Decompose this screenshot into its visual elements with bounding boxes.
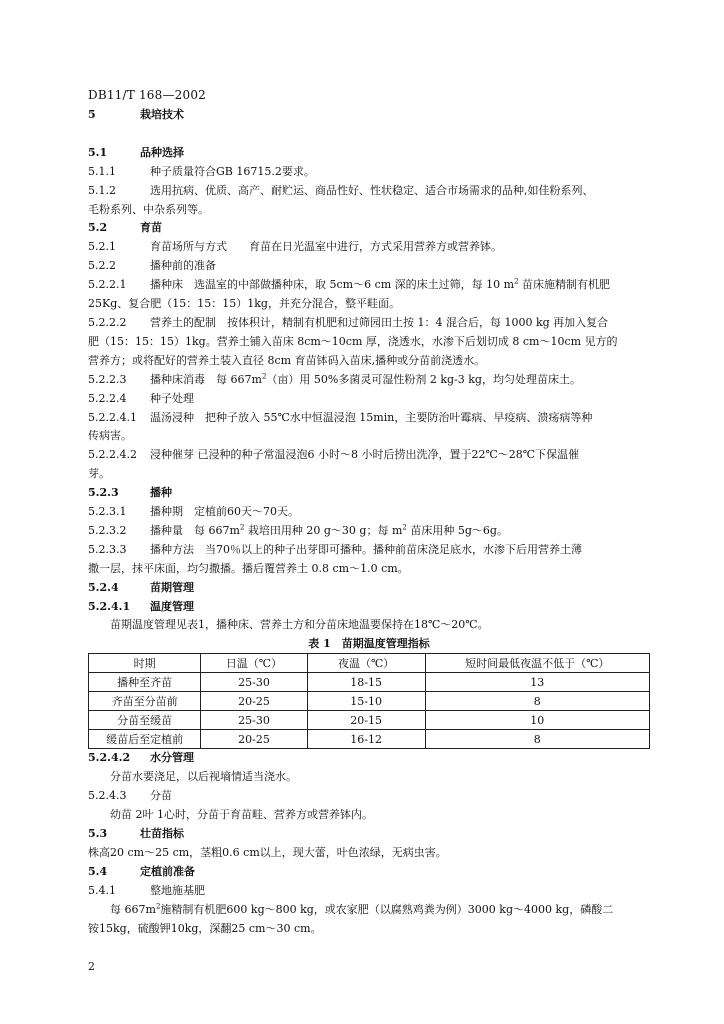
line-text: 播种前的准备 <box>150 259 216 273</box>
table-cell: 20-15 <box>307 711 425 730</box>
line-text: 播种方法 当70％以上的种子出芽即可播种。播种前苗床浇足底水，水渗下后用营养土薄 <box>150 542 582 556</box>
line-text: 分苗水要浇足，以后视墒情适当浇水。 <box>110 770 297 784</box>
text-line <box>88 541 650 560</box>
line-text: 25Kg、复合肥（15：15：15）1kg，并充分混合，整平畦面。 <box>88 297 400 311</box>
line-text: 幼苗 2叶 1心时，分苗于育苗畦、营养方或营养钵内。 <box>110 808 373 822</box>
table-cell: 8 <box>425 730 649 749</box>
line-text: 选用抗病、优质、高产、耐贮运、商品性好、性状稳定、适合市场需求的品种,如佳粉系列、 <box>150 183 594 197</box>
table-header-cell: 短时间最低夜温不低于（℃） <box>425 654 649 673</box>
text-line <box>88 390 650 409</box>
table-row <box>89 692 650 711</box>
text-line <box>88 749 650 768</box>
text-block-after-table <box>88 749 650 938</box>
line-text: 温汤浸种 把种子放入 55℃水中恒温浸泡 15min，主要防治叶霉病、早疫病、溃疡病等种 <box>150 410 593 424</box>
line-text: 芽。 <box>88 467 110 481</box>
line-text: 毛粉系列、中杂系列等。 <box>88 202 209 216</box>
table-cell: 18-15 <box>307 673 425 692</box>
text-line <box>88 920 650 939</box>
text-line <box>88 484 650 503</box>
table-cell: 25-30 <box>201 673 308 692</box>
section-number: 5.2.2.1 <box>88 278 127 292</box>
section-number: 5.2.2.4.1 <box>88 410 137 424</box>
document-body <box>88 106 650 938</box>
line-text: 分苗 <box>150 789 172 803</box>
table-cell: 20-25 <box>201 692 308 711</box>
line-text: 营养土的配制 按体积计，精制有机肥和过筛园田土按 1：4 混合后，每 1000 kg 再加入复合 <box>150 315 609 329</box>
section-number: 5.3 <box>88 827 108 840</box>
text-line <box>88 787 650 806</box>
text-line <box>88 163 650 182</box>
section-number: 5.4.1 <box>88 883 116 897</box>
text-line <box>88 616 650 635</box>
text-line <box>88 333 650 352</box>
line-text: 撒一层，抹平床面，均匀撒播。播后覆营养土 0.8 cm～1.0 cm。 <box>88 561 409 575</box>
line-text: 育苗场所与方式 育苗在日光温室中进行，方式采用营养方或营养钵。 <box>150 240 502 254</box>
table-cell: 10 <box>425 711 649 730</box>
table-cell: 齐苗至分苗前 <box>89 692 201 711</box>
section-number: 5.2.2.4.2 <box>88 448 137 462</box>
line-text: 播种床消毒 每 $667m^2$（亩）用 50%多菌灵可湿性粉剂 2 kg-3 kg，均匀处理苗床土。 <box>150 372 581 386</box>
section-number: 5.1.2 <box>88 183 116 197</box>
text-line <box>88 125 650 144</box>
text-line <box>88 522 650 541</box>
section-number: 5.2.3.3 <box>88 542 127 556</box>
text-line <box>88 598 650 617</box>
section-number: 5.2.4.1 <box>88 599 131 613</box>
text-line <box>88 446 650 465</box>
table-row <box>89 711 650 730</box>
line-text: 种子处理 <box>150 391 194 405</box>
table-header-cell: 日温（℃） <box>201 654 308 673</box>
table-body <box>89 673 650 749</box>
section-number: 5.1.1 <box>88 164 116 178</box>
text-line <box>88 371 650 390</box>
line-text: 定植前准备 <box>140 864 195 878</box>
table-cell: 缓苗后至定植前 <box>89 730 201 749</box>
text-line <box>88 295 650 314</box>
table-header-cell: 夜温（℃） <box>307 654 425 673</box>
line-text: 苗期管理 <box>150 580 194 594</box>
text-line <box>88 465 650 484</box>
text-line <box>88 276 650 295</box>
text-line <box>88 409 650 428</box>
text-line <box>88 882 650 901</box>
section-number: 5.2.4.3 <box>88 789 127 803</box>
line-text: 浸种催芽 已浸种的种子常温浸泡6 小时～8 小时后捞出洗净，置于22℃～28℃下保温催 <box>150 448 580 462</box>
text-line <box>88 352 650 371</box>
document-header: DB11/T 168—2002 <box>88 88 207 102</box>
line-text: 栽培技术 <box>140 108 184 121</box>
text-line <box>88 825 650 844</box>
section-number: 5.2 <box>88 221 108 235</box>
text-block-before-table <box>88 106 650 635</box>
page-number: 2 <box>88 960 95 973</box>
line-text: 铵15kg，硫酸钾10kg，深翻25 cm～30 cm。 <box>88 921 322 935</box>
line-text: 播种 <box>150 486 172 500</box>
text-line <box>88 427 650 446</box>
text-line <box>88 806 650 825</box>
text-line <box>88 201 650 220</box>
table-header-cell: 时期 <box>89 654 201 673</box>
text-line <box>88 768 650 787</box>
text-line <box>88 901 650 920</box>
table-cell: 分苗至缓苗 <box>89 711 201 730</box>
line-text: 整地施基肥 <box>150 883 205 897</box>
section-number: 5.2.2 <box>88 259 116 273</box>
section-number: 5.2.4 <box>88 580 119 594</box>
line-text: 育苗 <box>140 221 162 235</box>
text-line <box>88 257 650 276</box>
text-line <box>88 863 650 882</box>
text-line <box>88 579 650 598</box>
table-row <box>89 730 650 749</box>
section-number: 5.2.1 <box>88 240 116 254</box>
section-number: 5.2.3.1 <box>88 505 127 519</box>
text-line <box>88 844 650 863</box>
line-text: 温度管理 <box>150 599 194 613</box>
table-cell: 播种至齐苗 <box>89 673 201 692</box>
section-number: 5.2.2.4 <box>88 391 127 405</box>
line-text: 水分管理 <box>150 751 194 765</box>
line-text: 肥（15：15：15）1kg。营养土铺入苗床 8cm～10cm 厚，浇透水，水渗下后划切成 8 cm～10cm 见方的 <box>88 334 618 348</box>
text-line <box>88 144 650 163</box>
table-cell: 20-25 <box>201 730 308 749</box>
section-number: 5.2.3 <box>88 486 119 500</box>
text-line <box>88 182 650 201</box>
text-line <box>88 560 650 579</box>
temperature-table <box>88 653 650 749</box>
line-text: 营养方；或将配好的营养土装入直径 8cm 育苗钵码入苗床,播种或分苗前浇透水。 <box>88 353 486 367</box>
section-number: 5.2.4.2 <box>88 751 131 765</box>
section-number: 5 <box>88 108 96 121</box>
text-line <box>88 106 650 125</box>
table-cell: 25-30 <box>201 711 308 730</box>
table-cell: 16-12 <box>307 730 425 749</box>
table-row <box>89 673 650 692</box>
line-text: 播种期 定植前60天～70天。 <box>150 505 299 519</box>
line-text: 播种床 选温室的中部做播种床，取 5cm～6 cm 深的床土过筛，每 10 $m^2$ 苗床施精制有机肥 <box>150 277 611 292</box>
line-text: 播种量 每 $667m^2$ 栽培田用种 20 g～30 g；每 $m^2$ 苗床用种 5g～6g。 <box>150 523 508 537</box>
section-number: 5.2.2.2 <box>88 315 127 329</box>
table-cell: 15-10 <box>307 692 425 711</box>
table-header-row <box>89 654 650 673</box>
table-caption: 表 1 苗期温度管理指标 <box>308 637 430 651</box>
text-line <box>88 238 650 257</box>
table-cell: 8 <box>425 692 649 711</box>
table-cell: 13 <box>425 673 649 692</box>
section-number: 5.2.3.2 <box>88 523 127 537</box>
section-number: 5.4 <box>88 864 108 878</box>
line-text: 品种选择 <box>140 145 184 159</box>
text-line <box>88 219 650 238</box>
line-text: 株高20 cm～25 cm，茎粗0.6 cm以上，现大蕾，叶色浓绿，无病虫害。 <box>88 845 447 859</box>
line-text: 种子质量符合GB 16715.2要求。 <box>150 164 315 178</box>
section-number: 5.1 <box>88 145 108 159</box>
section-number: 5.2.2.3 <box>88 372 127 386</box>
text-line <box>88 503 650 522</box>
line-text: 苗期温度管理见表1，播种床、营养土方和分苗床地温要保持在18℃～20℃。 <box>110 618 489 632</box>
text-line <box>88 314 650 333</box>
line-text: 传病害。 <box>88 429 132 443</box>
line-text: 壮苗指标 <box>140 827 184 840</box>
line-text: 每 $667m^2$施精制有机肥600 kg～800 kg，或农家肥（以腐熟鸡粪为例）3000 kg～4000 kg，磷酸二 <box>110 901 614 916</box>
